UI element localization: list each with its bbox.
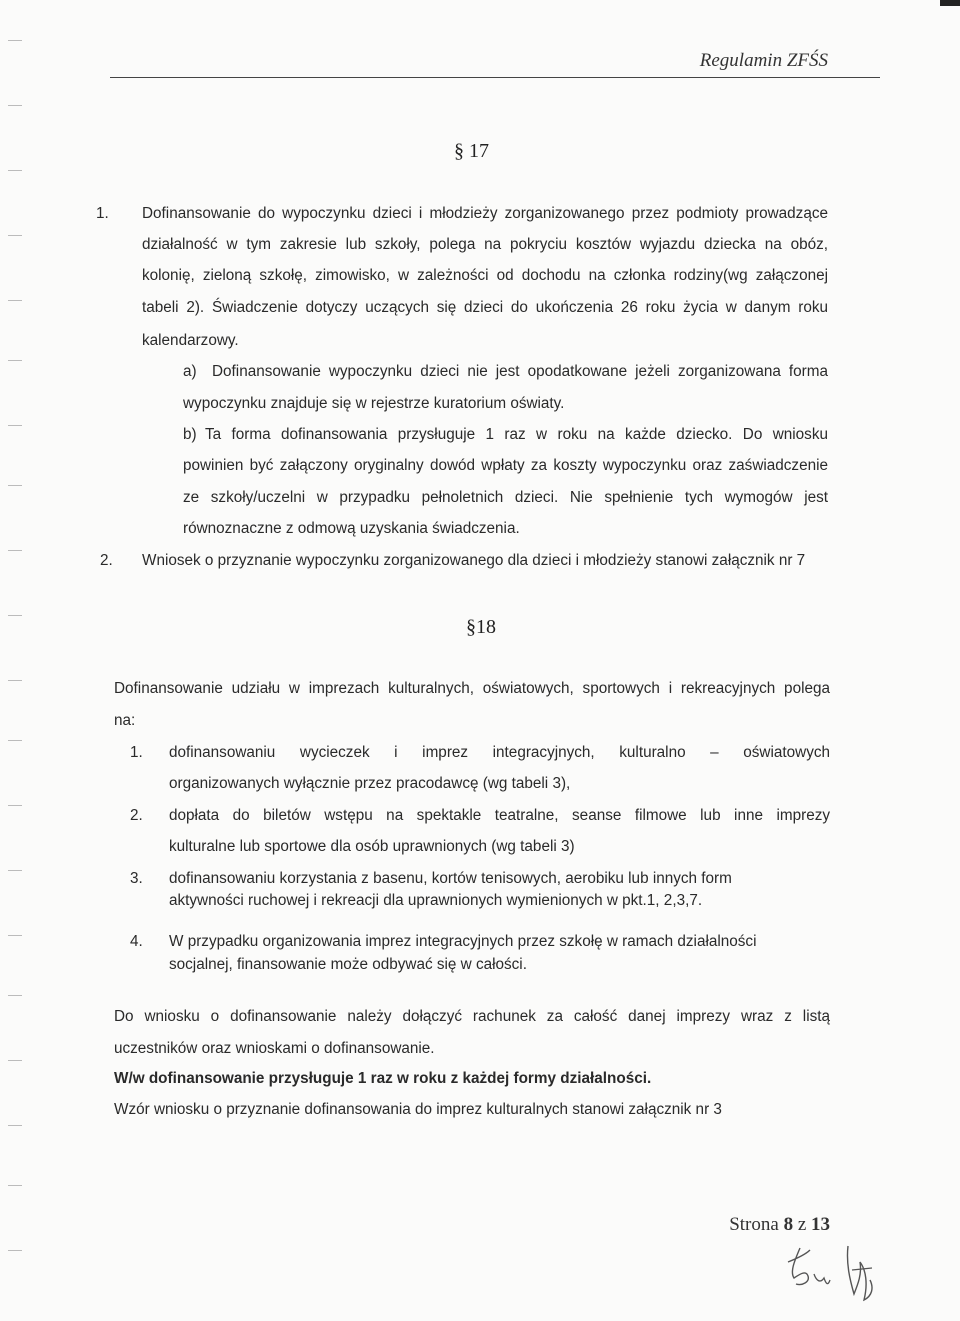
item-1-line: działalność w tym zakresie lub szkoły, polega na pokryciu kosztów wyjazdu dziecka na obóz,: [142, 236, 828, 253]
handwritten-initials: [780, 1240, 880, 1310]
item-1-line: tabeli 2). Świadczenie dotyczy uczących się dzieci do ukończenia 26 roku życia w danym roku: [142, 299, 828, 316]
item-1-line: Dofinansowanie do wypoczynku dzieci i młodzieży zorganizowanego przez podmioty prowadzące: [142, 205, 828, 222]
sec18-item-number: 1.: [130, 744, 143, 761]
sec18-intro-line: Dofinansowanie udziału w imprezach kulturalnych, oświatowych, sportowych i rekreacyjnych polega: [114, 680, 830, 697]
sec18-item-line: dofinansowaniu wycieczek i imprez integracyjnych, kulturalno – oświatowych: [169, 744, 830, 761]
sec18-item-number: 4.: [130, 933, 143, 950]
page-separator: z: [797, 1214, 807, 1235]
item-2-text: Wniosek o przyznanie wypoczynku zorganizowanego dla dzieci i młodzieży stanowi załącznik nr 7: [142, 552, 806, 569]
closing-line: uczestników oraz wnioskami o dofinansowanie.: [114, 1040, 435, 1057]
sub-a-line: wypoczynku znajduje się w rejestrze kuratorium oświaty.: [183, 395, 565, 412]
sub-b-line: równoznaczne z odmową uzyskania świadczenia.: [183, 520, 520, 537]
sec18-item-line: W przypadku organizowania imprez integracyjnych przez szkołę w ramach działalności: [169, 933, 757, 950]
sec18-item-line: dofinansowaniu korzystania z basenu, kortów tenisowych, aerobiku lub innych form: [169, 870, 732, 887]
page-total: 13: [811, 1214, 830, 1235]
page-current: 8: [783, 1214, 794, 1235]
closing-line: Do wniosku o dofinansowanie należy dołączyć rachunek za całość danej imprezy wraz z listą: [114, 1008, 830, 1025]
sub-b-line: Ta forma dofinansowania przysługuje 1 raz w roku na każde dziecko. Do wniosku: [205, 426, 828, 443]
sec18-intro-line: na:: [114, 712, 136, 729]
page-number: [729, 1214, 830, 1236]
sub-b-line: ze szkoły/uczelni w przypadku pełnoletnich dzieci. Nie spełnienie tych wymogów jest: [183, 489, 828, 506]
item-1-line: kalendarzowy.: [142, 332, 239, 349]
sec18-item-line: dopłata do biletów wstępu na spektakle teatralne, seanse filmowe lub inne imprezy: [169, 807, 830, 824]
sec18-item-number: 3.: [130, 870, 143, 887]
header-title: Regulamin ZFŚS: [699, 50, 828, 71]
section-17-title: § 17: [454, 140, 489, 162]
sec18-item-number: 2.: [130, 807, 143, 824]
item-1-number: 1.: [96, 205, 109, 222]
corner-mark: [940, 0, 960, 6]
binding-marks: [0, 0, 26, 1321]
page-number-prefix: Strona: [729, 1214, 779, 1235]
sec18-item-line: socjalnej, finansowanie może odbywać się w całości.: [169, 956, 527, 973]
sec18-item-line: kulturalne lub sportowe dla osób uprawnionych (wg tabeli 3): [169, 838, 575, 855]
sub-a-label: a): [183, 363, 197, 380]
attachment-note: Wzór wniosku o przyznanie dofinansowania do imprez kulturalnych stanowi załącznik nr 3: [114, 1101, 722, 1118]
sec18-item-line: organizowanych wyłącznie przez pracodawcę (wg tabeli 3),: [169, 775, 571, 792]
sec18-item-line: aktywności ruchowej i rekreacji dla uprawnionych wymienionych w pkt.1, 2,3,7.: [169, 892, 703, 909]
sub-b-line: powinien być załączony oryginalny dowód wpłaty za koszty wypoczynku oraz zaświadczenie: [183, 457, 828, 474]
header-rule: [110, 77, 880, 78]
item-1-line: kolonię, zieloną szkołę, zimowisko, w zależności od dochodu na członka rodziny(wg załączonej: [142, 267, 828, 284]
section-18-title: §18: [466, 616, 496, 638]
sub-a-line: Dofinansowanie wypoczynku dzieci nie jest opodatkowane jeżeli zorganizowana forma: [212, 363, 828, 380]
sub-b-label: b): [183, 426, 197, 443]
bold-notice: W/w dofinansowanie przysługuje 1 raz w roku z każdej formy działalności.: [114, 1070, 652, 1087]
item-2-number: 2.: [100, 552, 113, 569]
